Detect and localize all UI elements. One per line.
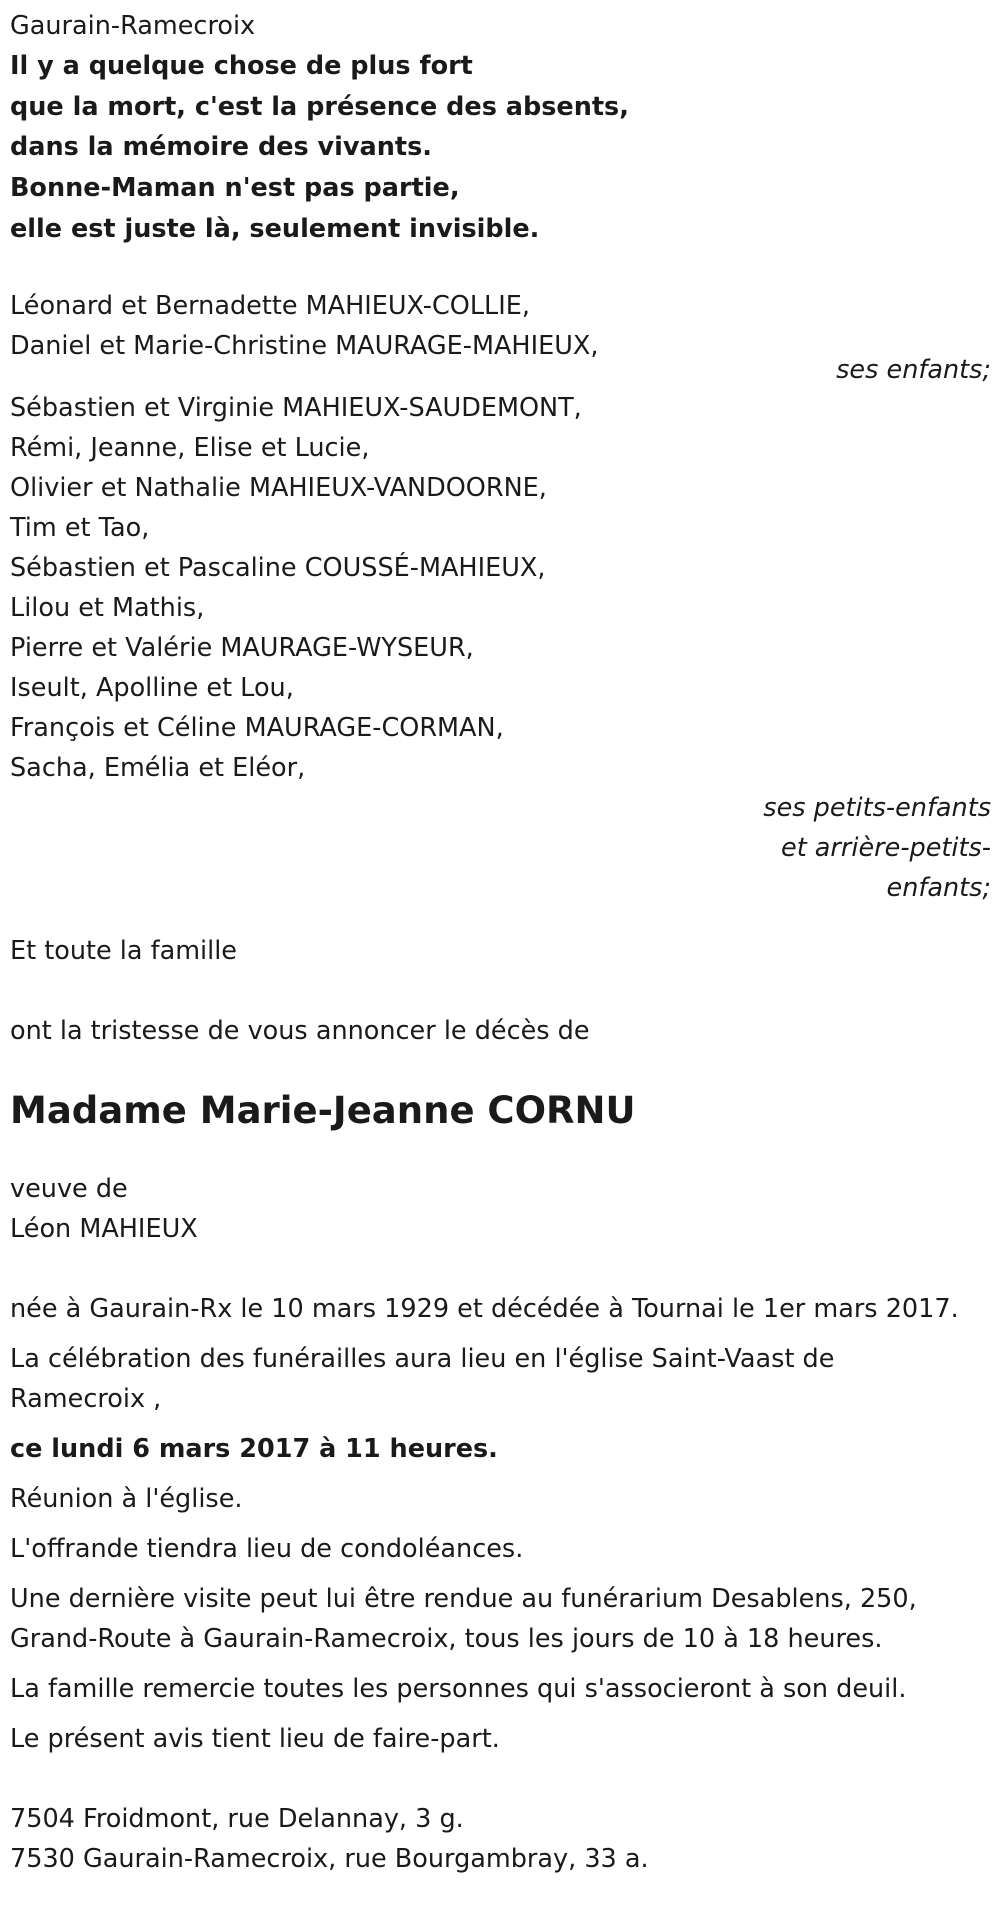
- quote-line: dans la mémoire des vivants.: [10, 132, 432, 162]
- address-line: 7504 Froidmont, rue Delannay, 3 g.: [10, 1804, 464, 1834]
- widow-line: veuve de: [10, 1174, 128, 1204]
- visit-block: [10, 1579, 990, 1659]
- family-line: Et toute la famille: [10, 936, 237, 966]
- grandchild-line: Tim et Tao,: [10, 513, 150, 543]
- grandchild-line: Iseult, Apolline et Lou,: [10, 673, 294, 703]
- quote-line: que la mort, c'est la présence des absents,: [10, 92, 629, 122]
- children-block: [10, 286, 990, 390]
- ceremony-date: ce lundi 6 mars 2017 à 11 heures.: [10, 1434, 498, 1464]
- widow-line: Léon MAHIEUX: [10, 1214, 198, 1244]
- offering-line: L'offrande tiendra lieu de condoléances.: [10, 1534, 524, 1564]
- celebration-line: Ramecroix ,: [10, 1384, 162, 1414]
- celebration-block: [10, 1339, 990, 1419]
- visit-line: Grand-Route à Gaurain-Ramecroix, tous les jours de 10 à 18 heures.: [10, 1624, 883, 1654]
- visit-line: Une dernière visite peut lui être rendue au funérarium Desablens, 250,: [10, 1584, 917, 1614]
- grandchildren-label-line: enfants;: [886, 873, 991, 903]
- grandchild-line: Rémi, Jeanne, Elise et Lucie,: [10, 433, 370, 463]
- grandchild-line: Sacha, Emélia et Eléor,: [10, 753, 306, 783]
- thanks-line: La famille remercie toutes les personnes qui s'associeront à son deuil.: [10, 1674, 907, 1704]
- child-line: Léonard et Bernadette MAHIEUX-COLLIE,: [10, 291, 530, 321]
- widow-block: [10, 1169, 990, 1249]
- quote-line: elle est juste là, seulement invisible.: [10, 214, 540, 244]
- meeting-line: Réunion à l'église.: [10, 1484, 243, 1514]
- grandchild-line: Sébastien et Pascaline COUSSÉ-MAHIEUX,: [10, 553, 546, 583]
- birth-death-line: née à Gaurain-Rx le 10 mars 1929 et décédée à Tournai le 1er mars 2017.: [10, 1294, 959, 1324]
- grandchild-line: Olivier et Nathalie MAHIEUX-VANDOORNE,: [10, 473, 547, 503]
- grandchild-line: Pierre et Valérie MAURAGE-WYSEUR,: [10, 633, 474, 663]
- child-line: Daniel et Marie-Christine MAURAGE-MAHIEUX,: [10, 331, 599, 361]
- quote-line: Bonne-Maman n'est pas partie,: [10, 173, 460, 203]
- quote-line: Il y a quelque chose de plus fort: [10, 51, 473, 81]
- addresses-block: [10, 1799, 990, 1879]
- grandchildren-label-line: ses petits-enfants: [763, 793, 991, 823]
- quote-block: [10, 46, 990, 250]
- grandchildren-label-line: et arrière-petits-: [781, 833, 991, 863]
- obituary-notice: [10, 6, 990, 1879]
- children-label: ses enfants;: [836, 355, 991, 385]
- grandchild-line: Sébastien et Virginie MAHIEUX-SAUDEMONT,: [10, 393, 582, 423]
- deceased-name: Madame Marie-Jeanne CORNU: [10, 1089, 636, 1132]
- celebration-line: La célébration des funérailles aura lieu en l'église Saint-Vaast de: [10, 1344, 835, 1374]
- address-line: 7530 Gaurain-Ramecroix, rue Bourgambray, 33 a.: [10, 1844, 649, 1874]
- grandchild-line: François et Céline MAURAGE-CORMAN,: [10, 713, 504, 743]
- announcement-line: ont la tristesse de vous annoncer le décès de: [10, 1016, 590, 1046]
- grandchild-line: Lilou et Mathis,: [10, 593, 205, 623]
- location: Gaurain-Ramecroix: [10, 11, 256, 41]
- notice-line: Le présent avis tient lieu de faire-part.: [10, 1724, 500, 1754]
- grandchildren-label: [10, 788, 990, 908]
- grandchildren-block: [10, 388, 990, 908]
